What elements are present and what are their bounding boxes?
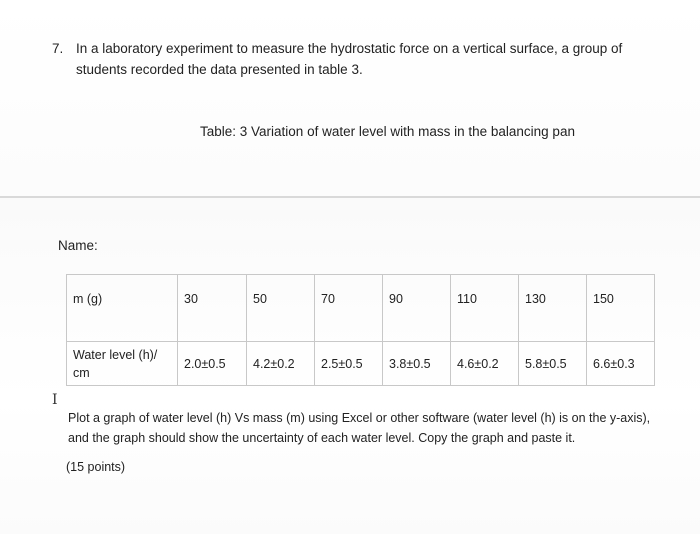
- mass-cell: 150: [587, 275, 655, 342]
- row-header-mass: m (g): [67, 275, 178, 342]
- mass-cell: 90: [383, 275, 451, 342]
- mass-cell: 50: [247, 275, 315, 342]
- points-label: (15 points): [66, 460, 126, 474]
- row-header-water-level: Water level (h)/ cm: [67, 342, 178, 386]
- name-label: Name:: [58, 238, 98, 253]
- water-level-cell: 6.6±0.3: [587, 342, 655, 386]
- mass-cell: 30: [178, 275, 247, 342]
- table-row-water-level: [67, 342, 655, 386]
- table-row-mass: [67, 275, 655, 342]
- data-table: [66, 274, 655, 386]
- question-text: In a laboratory experiment to measure the hydrostatic force on a vertical surface, a group of students recorded the data presented in table 3.: [76, 41, 623, 77]
- water-level-cell: 4.2±0.2: [247, 342, 315, 386]
- paper-top: [0, 0, 700, 196]
- text-cursor-icon: I: [52, 392, 58, 408]
- mass-cell: 70: [315, 275, 383, 342]
- mass-cell: 110: [451, 275, 519, 342]
- water-level-cell: 5.8±0.5: [519, 342, 587, 386]
- water-level-cell: 2.5±0.5: [315, 342, 383, 386]
- table-caption: Table: 3 Variation of water level with mass in the balancing pan: [200, 124, 575, 139]
- mass-cell: 130: [519, 275, 587, 342]
- water-level-cell: 3.8±0.5: [383, 342, 451, 386]
- question-number: 7.: [52, 41, 64, 56]
- water-level-cell: 2.0±0.5: [178, 342, 247, 386]
- instruction-text: Plot a graph of water level (h) Vs mass (m) using Excel or other software (water level (h) is on the y-axis), and the graph should show the uncertainty of each water level. Copy the graph and paste it.: [68, 411, 651, 445]
- water-level-cell: 4.6±0.2: [451, 342, 519, 386]
